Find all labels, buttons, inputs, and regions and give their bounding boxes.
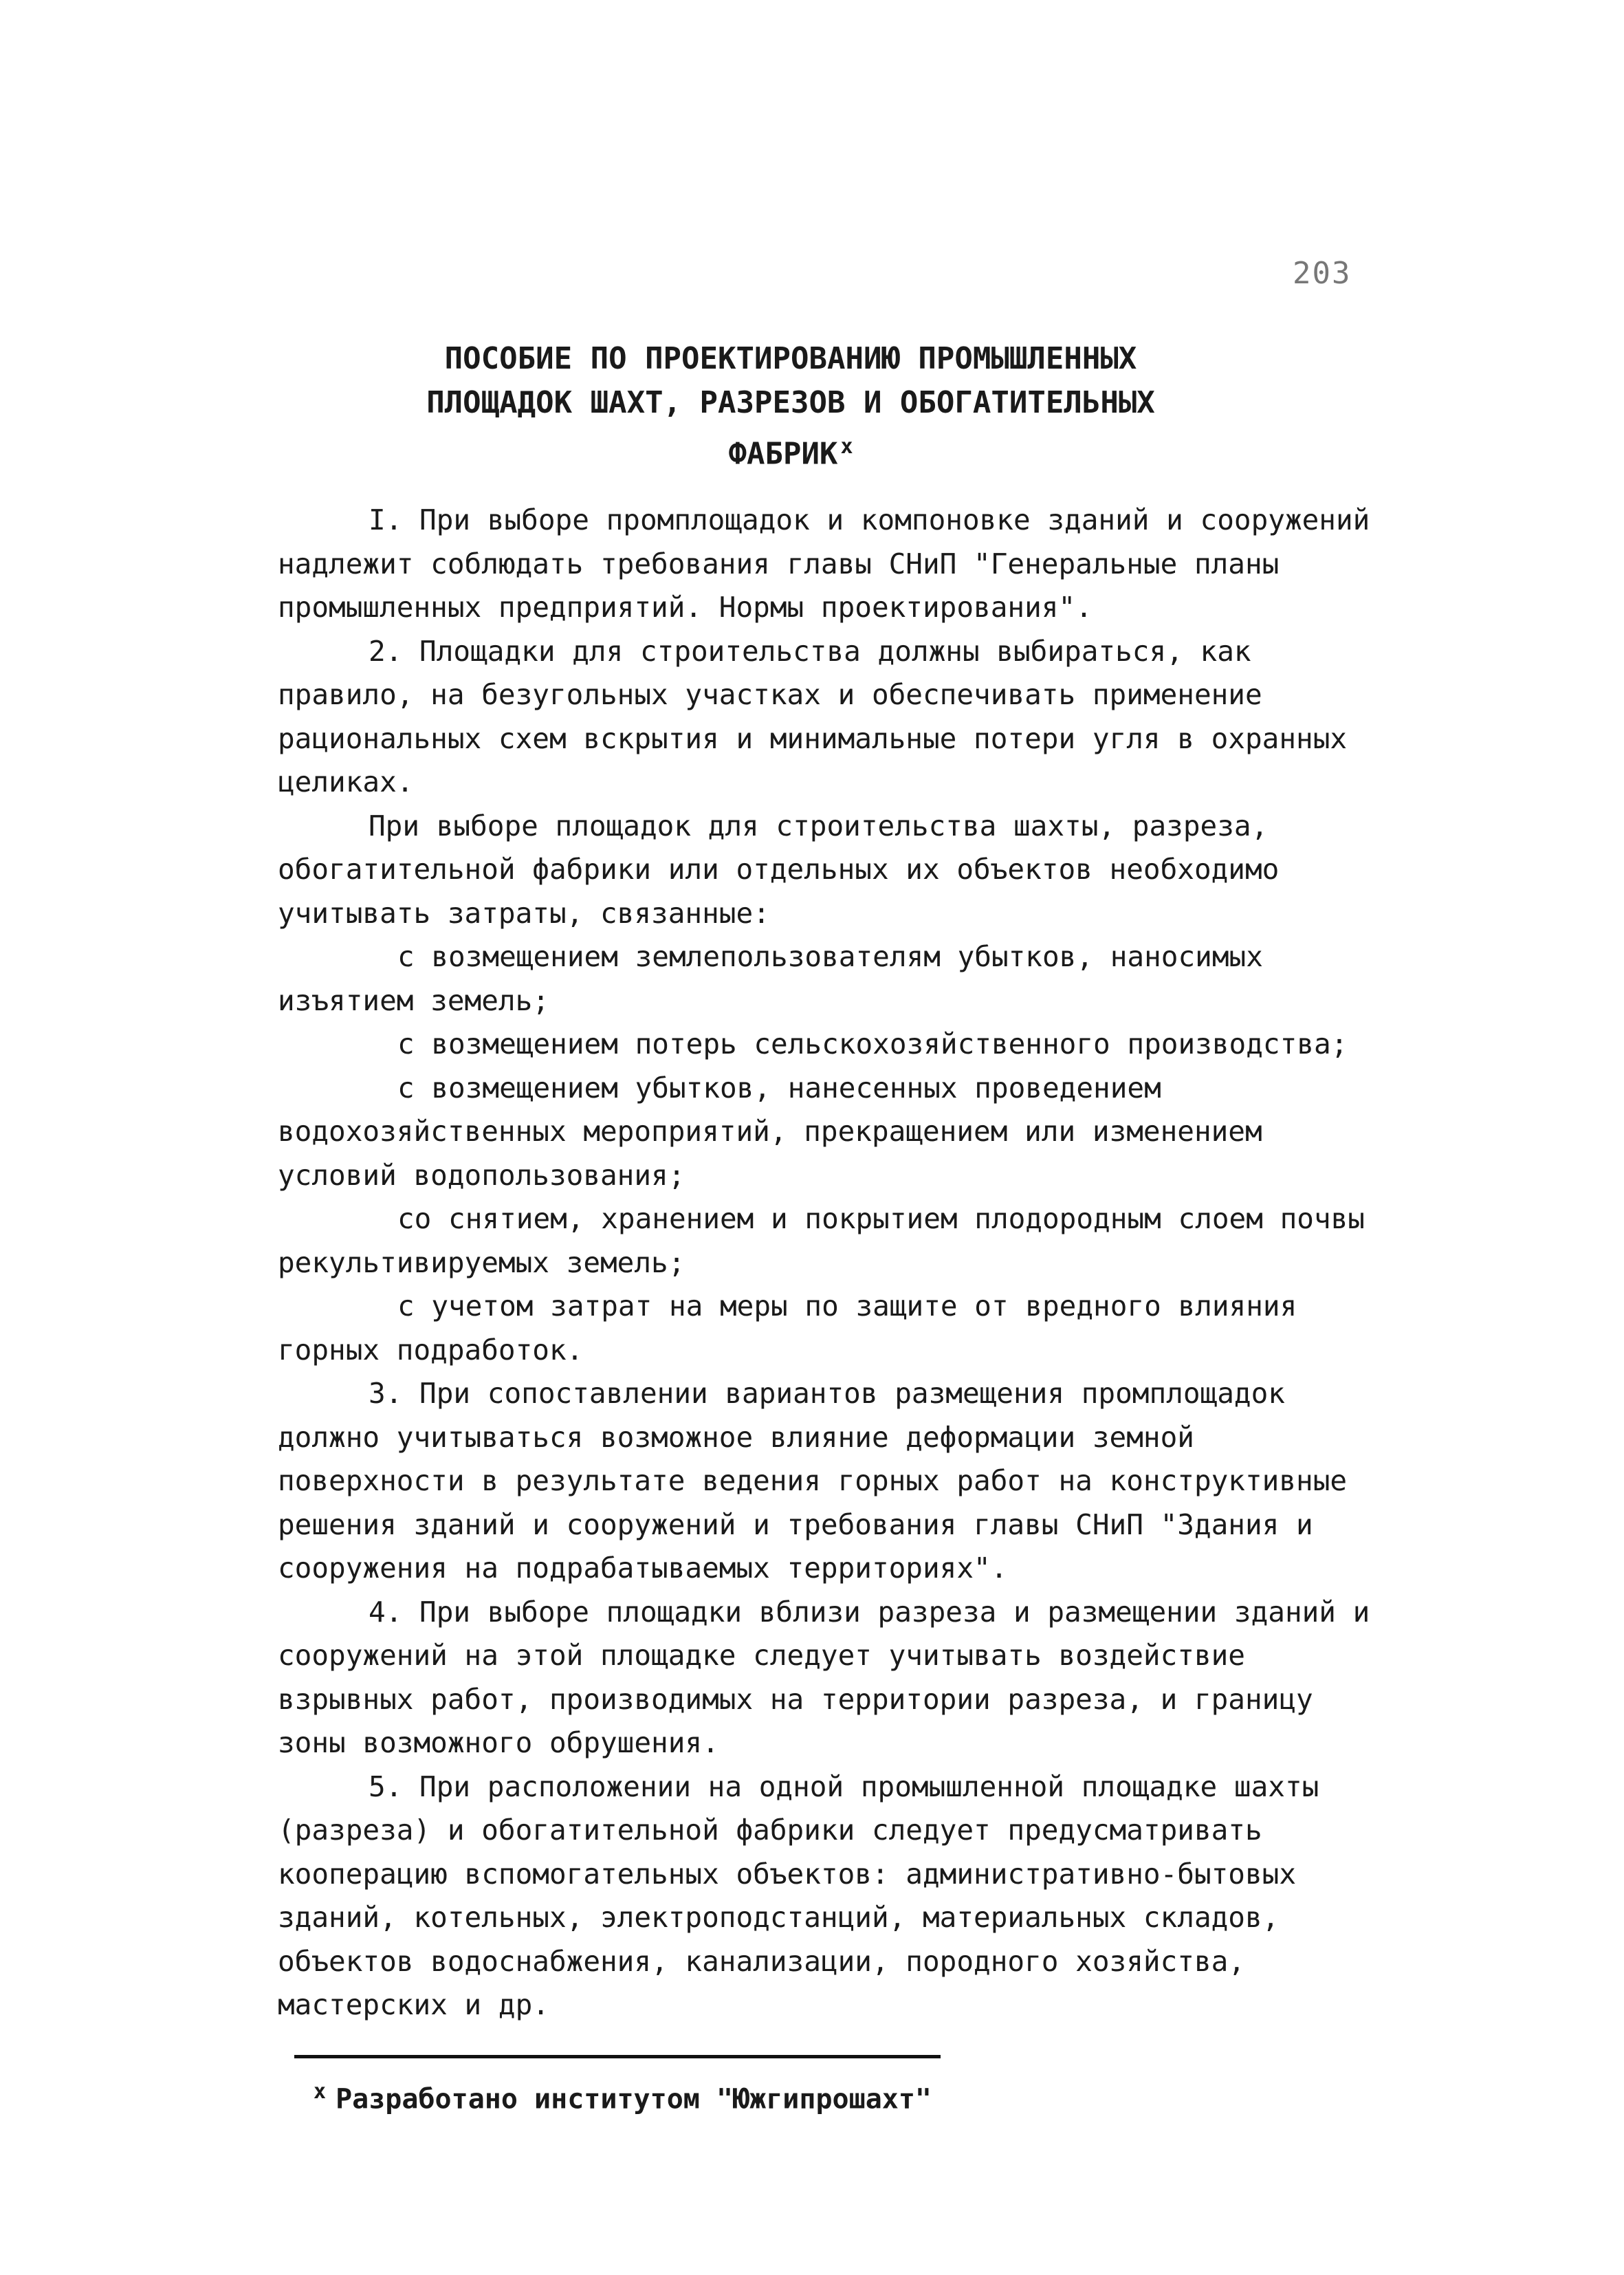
list-item: со снятием, хранением и покрытием плодородным слоем почвы рекультивируемых земель; bbox=[278, 1202, 1365, 1279]
paragraph-5: 5. При расположении на одной промышленной площадке шахты (разреза) и обогатительной фабрики следует предусматривать кооперацию вспомогательных объектов: административно-бытовых зданий, котельных, электроподстанций, материальных складов, объектов водоснабжения, канализации, породного хозяйства, мастерских и др. bbox=[278, 1770, 1319, 2021]
title-footnote-mark: x bbox=[840, 435, 853, 459]
title-line-3: ФАБРИК $^x$ bbox=[728, 435, 853, 472]
document-body bbox=[278, 499, 1392, 2027]
footnote-divider bbox=[294, 2055, 941, 2058]
list-item: с возмещением землепользователям убытков, наносимых изъятием земель; bbox=[278, 940, 1263, 1017]
footnote-text: Разработано институтом "Южгипрошахт" bbox=[336, 2083, 932, 2115]
page-number: 203 bbox=[1293, 256, 1352, 291]
title-line-1: ПОСОБИЕ ПО ПРОЕКТИРОВАНИЮ ПРОМЫШЛЕННЫХ bbox=[444, 341, 1137, 376]
list-item: с учетом затрат на меры по защите от вредного влияния горных подработок. bbox=[278, 1289, 1297, 1367]
footnote bbox=[314, 2080, 932, 2115]
paragraph-3: 3. При сопоставлении вариантов размещения промплощадок должно учитываться возможное влияние деформации земной поверхности в результате ведения горных работ на конструктивные решения зданий и сооружений и требования главы СНиП "Здания и сооружения на подрабатываемых территориях". bbox=[278, 1377, 1348, 1585]
document-title bbox=[344, 337, 1238, 477]
paragraph-4: 4. При выборе площадки вблизи разреза и размещении зданий и сооружений на этой площадке следует учитывать воздействие взрывных работ, производимых на территории разреза, и границу зоны возможного обрушения. bbox=[278, 1595, 1370, 1759]
footnote-mark: x bbox=[314, 2080, 327, 2104]
list-item: с возмещением потерь сельскохозяйственного производства; bbox=[397, 1027, 1348, 1060]
paragraph-2: 2. Площадки для строительства должны выбираться, как правило, на безугольных участках и обеспечивать применение рациональных схем вскрытия и минимальные потери угля в охранных целиках. bbox=[278, 634, 1348, 798]
paragraph-2-continued: При выборе площадок для строительства шахты, разреза, обогатительной фабрики или отдельных их объектов необходимо учитывать затраты, связанные: bbox=[278, 809, 1280, 930]
list-item: с возмещением убытков, нанесенных проведением водохозяйственных мероприятий, прекращением или изменением условий водопользования; bbox=[278, 1071, 1262, 1192]
paragraph-1: I. При выборе промплощадок и компоновке зданий и сооружений надлежит соблюдать требования главы СНиП "Генеральные планы промышленных предприятий. Нормы проектирования". bbox=[278, 503, 1370, 624]
title-line-2: ПЛОЩАДОК ШАХТ, РАЗРЕЗОВ И ОБОГАТИТЕЛЬНЫХ bbox=[426, 385, 1155, 420]
